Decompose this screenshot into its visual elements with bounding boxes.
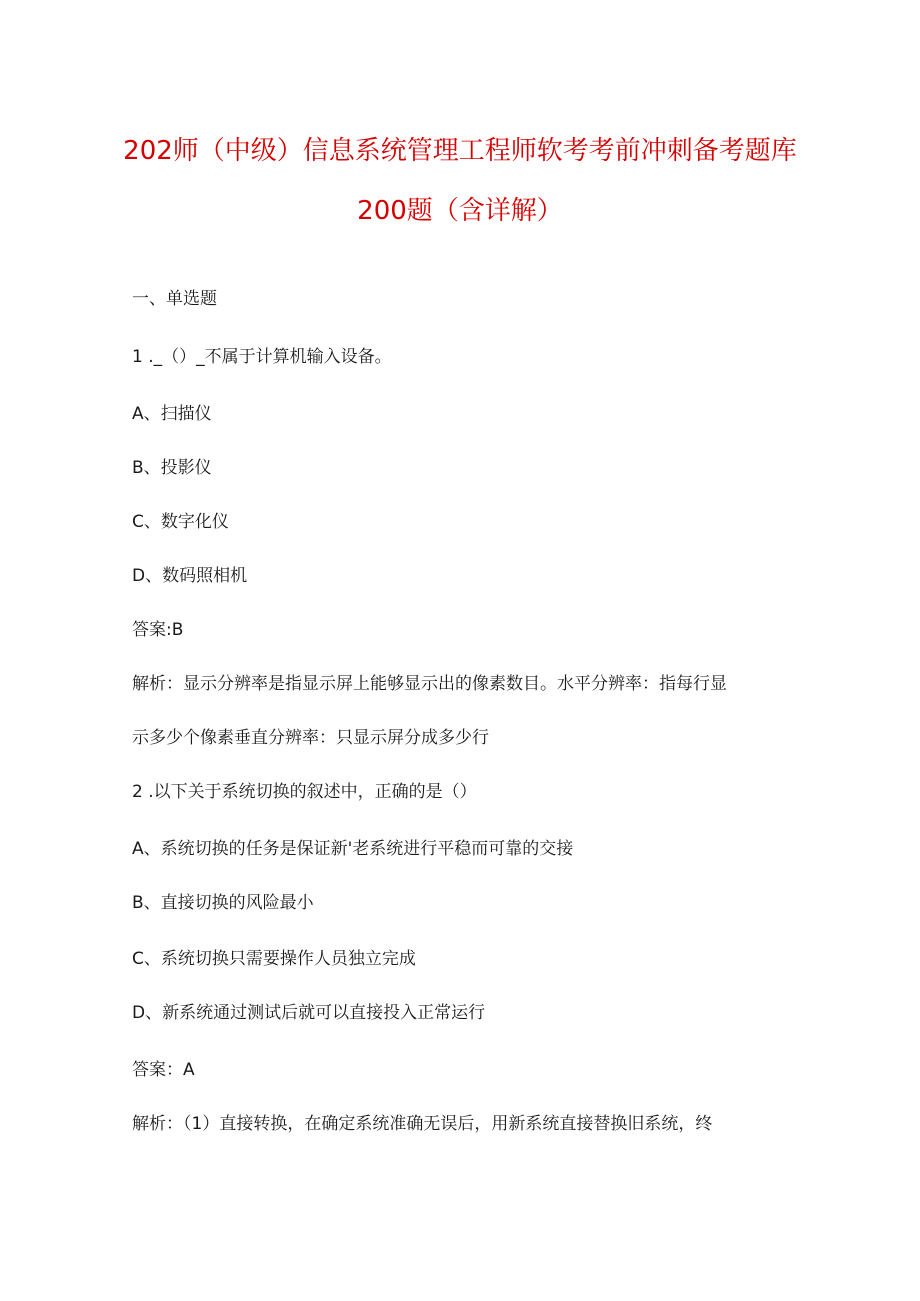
question-1-option-c: C、数字化仪 bbox=[132, 512, 229, 532]
question-2-option-b: B、直接切换的风险最小 bbox=[132, 893, 314, 913]
question-2-option-a: A、系统切换的任务是保证新'老系统进行平稳而可靠的交接 bbox=[132, 839, 574, 859]
question-1-option-b: B、投影仪 bbox=[132, 458, 212, 478]
question-1-analysis-line-2: 示多少个像素垂直分辨率：只显示屏分成多少行 bbox=[132, 728, 489, 748]
question-2-stem: 2 .以下关于系统切换的叙述中，正确的是（） bbox=[132, 782, 477, 802]
document-title-line-2: 200题（含详解） bbox=[357, 196, 563, 226]
question-1-option-d: D、数码照相机 bbox=[132, 566, 248, 586]
question-2-answer: 答案：A bbox=[132, 1060, 195, 1080]
question-1-option-a: A、扫描仪 bbox=[132, 404, 212, 424]
question-2-option-c: C、系统切换只需要操作人员独立完成 bbox=[132, 949, 416, 969]
question-2-option-d: D、新系统通过测试后就可以直接投入正常运行 bbox=[132, 1003, 486, 1023]
question-1-analysis-line-1: 解析：显示分辨率是指显示屏上能够显示出的像素数目。水平分辨率：指每行显 bbox=[132, 674, 727, 694]
section-heading: 一、单选题 bbox=[132, 289, 217, 309]
document-title-line-1: 202师（中级）信息系统管理工程师软考考前冲刺备考题库 bbox=[123, 136, 797, 166]
question-1-answer: 答案:B bbox=[132, 620, 184, 640]
question-1-stem: 1 ._（）_不属于计算机输入设备。 bbox=[132, 347, 392, 367]
question-2-analysis-line-1: 解析：（1）直接转换，在确定系统准确无误后，用新系统直接替换旧系统，终 bbox=[132, 1114, 713, 1134]
